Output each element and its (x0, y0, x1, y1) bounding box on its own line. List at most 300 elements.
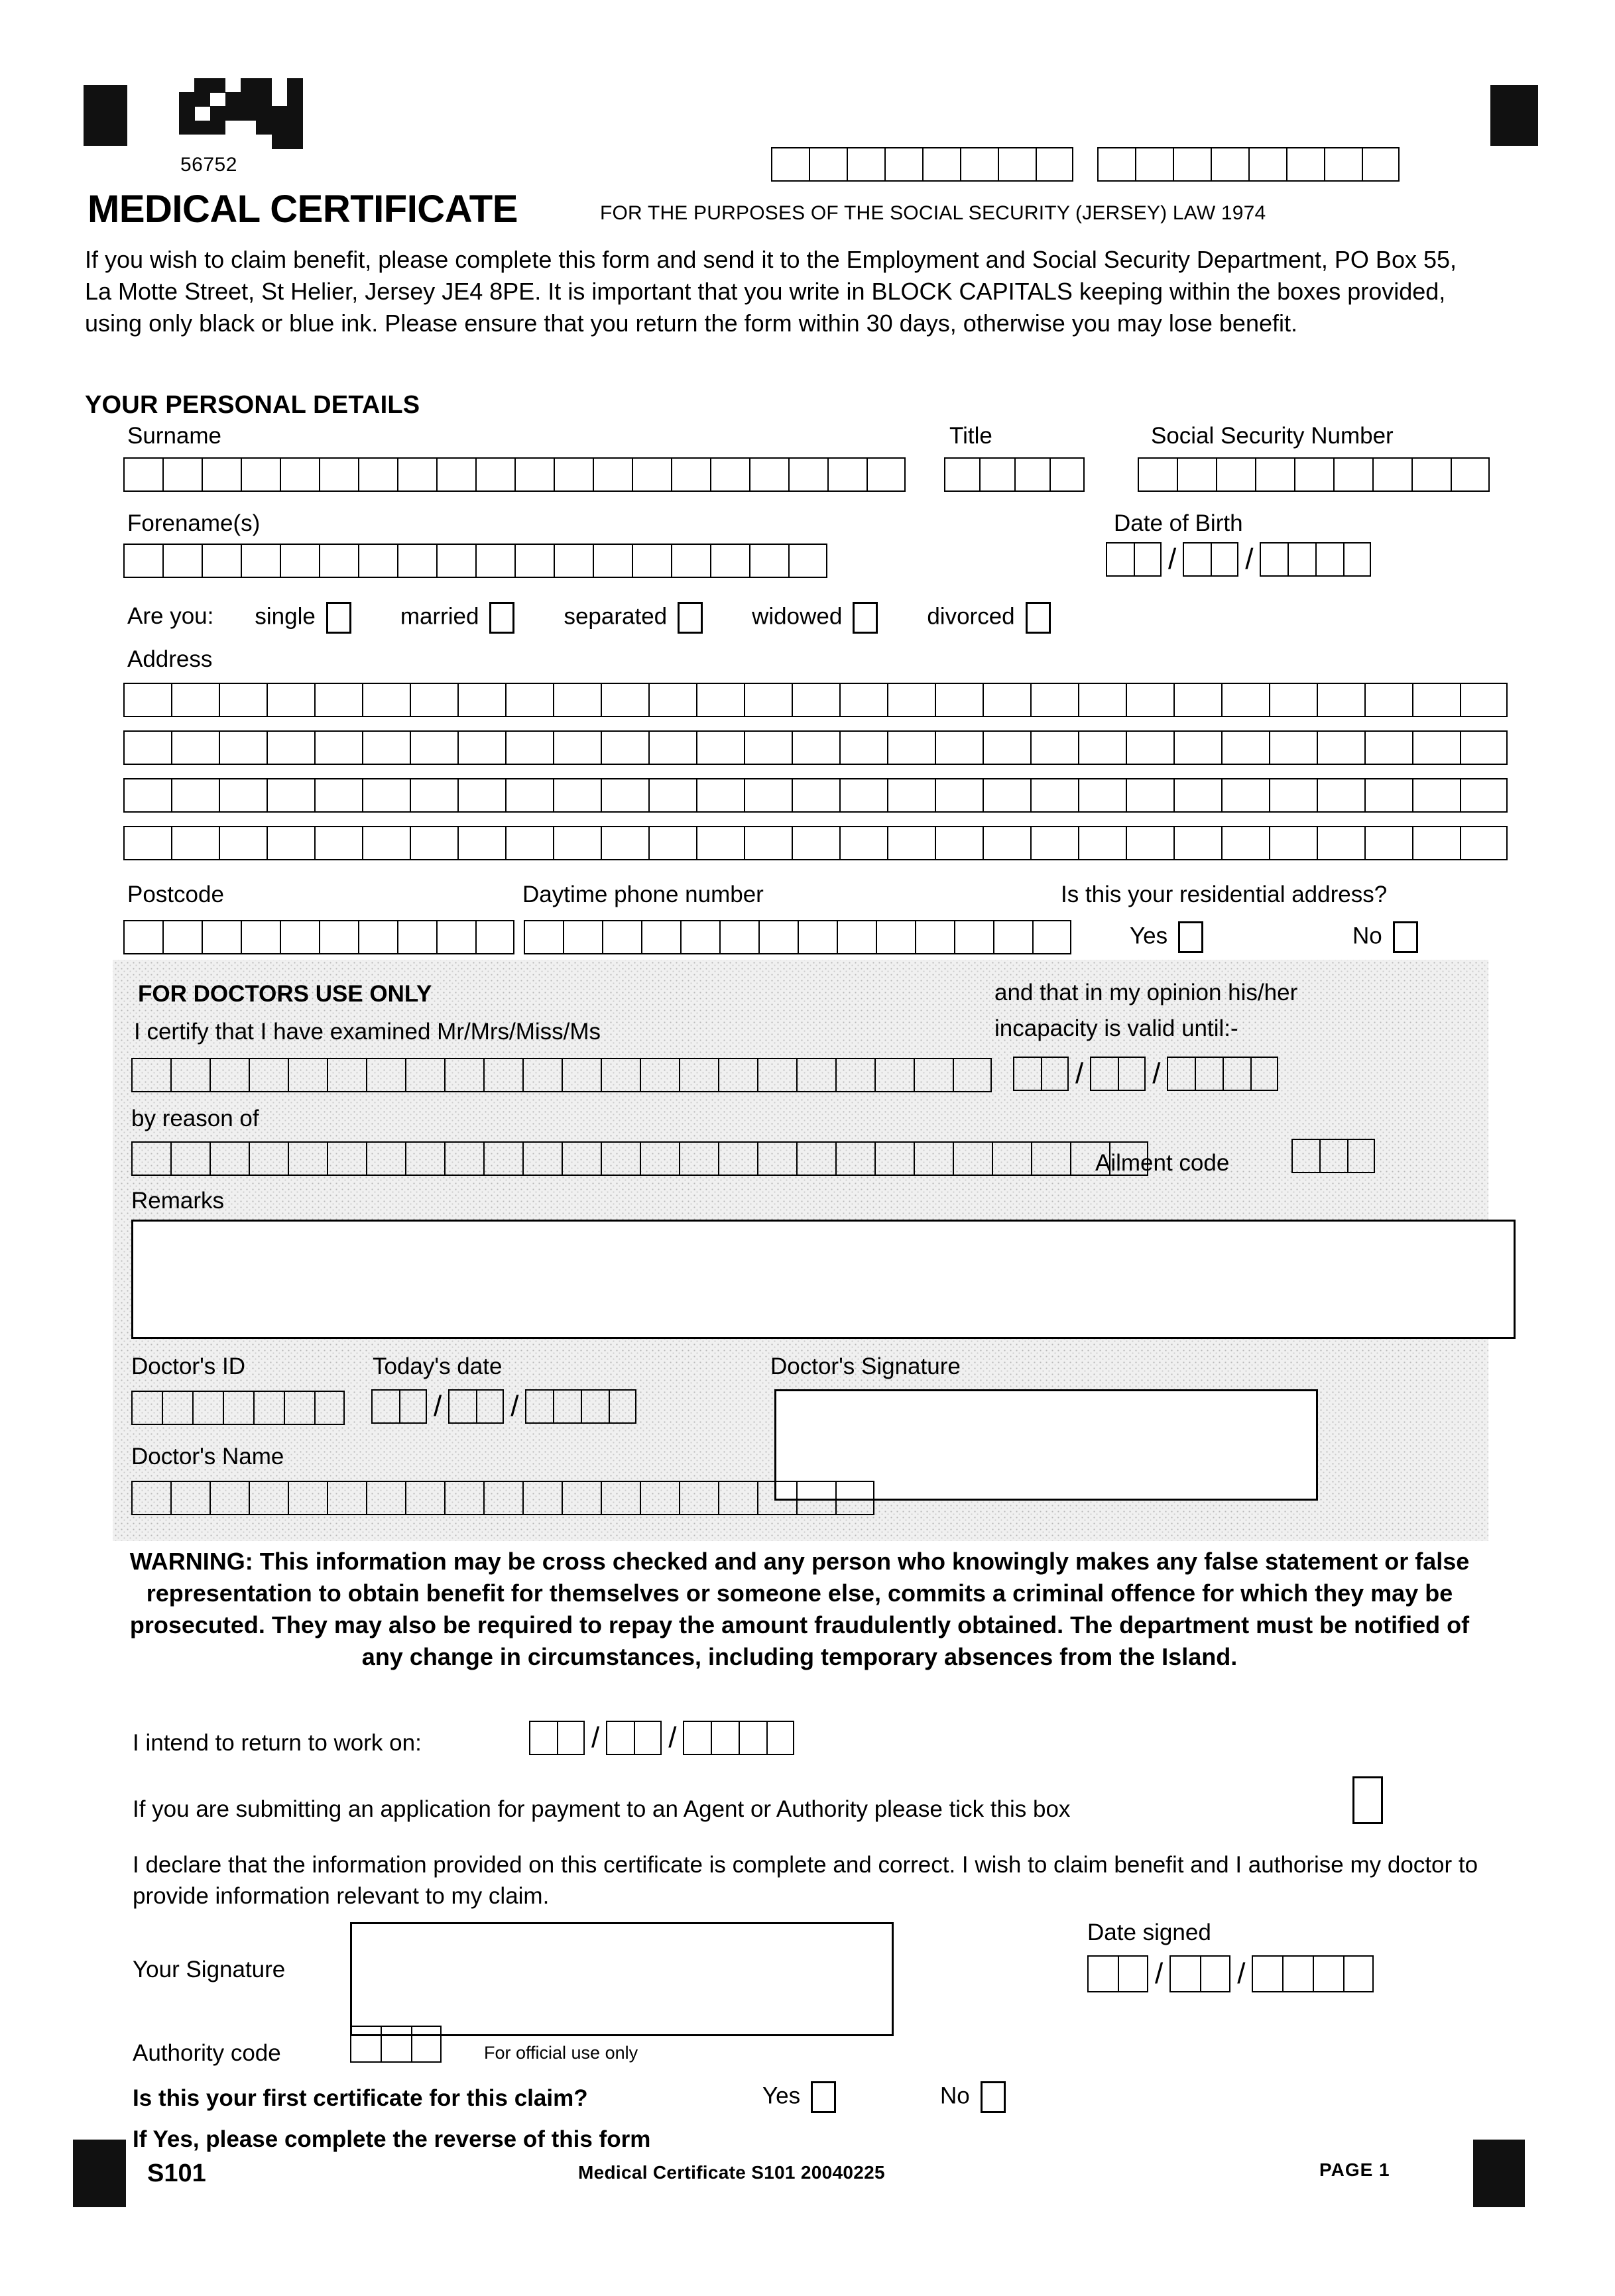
address-line-4-cell[interactable] (553, 826, 601, 860)
postcode-cell[interactable] (319, 920, 358, 954)
phone-cell[interactable] (524, 920, 563, 954)
todays-date-month-cell[interactable] (448, 1389, 476, 1424)
header-b-cell[interactable] (1324, 147, 1362, 182)
doctors-id-cell[interactable] (162, 1391, 192, 1425)
address-line-2-cell[interactable] (267, 730, 314, 765)
address-line-3-cell[interactable] (1030, 778, 1078, 813)
return-date-day-cell[interactable] (529, 1721, 557, 1755)
doctors-name-cell[interactable] (249, 1481, 288, 1515)
address-line-4-cell[interactable] (505, 826, 553, 860)
address-line-2-cell[interactable] (1078, 730, 1126, 765)
todays-date-day-cell[interactable] (371, 1389, 399, 1424)
title-cell[interactable] (1014, 457, 1049, 492)
ssn-cell[interactable] (1411, 457, 1451, 492)
valid-until-month-cell[interactable] (1118, 1057, 1146, 1091)
doctors-name-cell[interactable] (327, 1481, 366, 1515)
reason-cell[interactable] (1031, 1141, 1070, 1176)
patient-name-cell[interactable] (953, 1058, 992, 1092)
date-signed-month-cell[interactable] (1200, 1955, 1230, 1992)
return-date-year-cell[interactable] (739, 1721, 766, 1755)
address-line-3-cell[interactable] (744, 778, 792, 813)
first-certificate-no-option[interactable] (940, 2081, 1006, 2113)
reason-cell[interactable] (601, 1141, 640, 1176)
reason-cell[interactable] (953, 1141, 992, 1176)
doctors-name-cell[interactable] (679, 1481, 718, 1515)
forename-cell[interactable] (475, 544, 514, 578)
header-b-cell[interactable] (1362, 147, 1400, 182)
doctors-name-cell[interactable] (405, 1481, 444, 1515)
doctors-name-input[interactable] (131, 1481, 874, 1515)
forename-cell[interactable] (241, 544, 280, 578)
patient-name-cell[interactable] (640, 1058, 679, 1092)
address-line-3-cell[interactable] (696, 778, 744, 813)
valid-until-year-cell[interactable] (1223, 1057, 1250, 1091)
forename-cell[interactable] (554, 544, 593, 578)
dob-year-cell[interactable] (1315, 542, 1343, 577)
address-line-4-cell[interactable] (744, 826, 792, 860)
header-b-cell[interactable] (1248, 147, 1286, 182)
address-line-2-cell[interactable] (648, 730, 696, 765)
address-line-3-cell[interactable] (457, 778, 505, 813)
return-date-year-cell[interactable] (766, 1721, 794, 1755)
postcode-cell[interactable] (358, 920, 397, 954)
doctors-name-cell[interactable] (444, 1481, 483, 1515)
date-signed-year-cell[interactable] (1313, 1955, 1343, 1992)
address-line-3-cell[interactable] (171, 778, 219, 813)
phone-cell[interactable] (719, 920, 758, 954)
todays-date-year-cell[interactable] (553, 1389, 581, 1424)
valid-until-date-input[interactable] (1013, 1057, 1278, 1091)
surname-cell[interactable] (358, 457, 397, 492)
ailment-code-cell[interactable] (1291, 1139, 1319, 1173)
doctors-id-cell[interactable] (253, 1391, 284, 1425)
forename-cell[interactable] (632, 544, 671, 578)
address-line-2-cell[interactable] (219, 730, 267, 765)
patient-name-cell[interactable] (757, 1058, 796, 1092)
todays-date-day-cell[interactable] (399, 1389, 427, 1424)
doctors-name-cell[interactable] (562, 1481, 601, 1515)
address-line-3-cell[interactable] (410, 778, 457, 813)
forename-cell[interactable] (593, 544, 632, 578)
address-line-1-cell[interactable] (1460, 683, 1508, 717)
date-signed-year-cell[interactable] (1282, 1955, 1313, 1992)
address-line-4-cell[interactable] (362, 826, 410, 860)
header-b-cell[interactable] (1173, 147, 1211, 182)
address-line-4-cell[interactable] (1078, 826, 1126, 860)
address-line-4-cell[interactable] (219, 826, 267, 860)
authority-code-cell[interactable] (411, 2026, 442, 2063)
header-b-cell[interactable] (1211, 147, 1248, 182)
surname-cell[interactable] (554, 457, 593, 492)
header-b-cell[interactable] (1286, 147, 1324, 182)
reason-cell[interactable] (718, 1141, 757, 1176)
address-line-3-cell[interactable] (1173, 778, 1221, 813)
doctors-name-cell[interactable] (170, 1481, 209, 1515)
address-line-1-cell[interactable] (410, 683, 457, 717)
title-cell[interactable] (944, 457, 979, 492)
reason-cell[interactable] (327, 1141, 366, 1176)
date-signed-input[interactable] (1087, 1955, 1374, 1992)
residential-no-option[interactable] (1352, 921, 1418, 953)
header-a-cell[interactable] (922, 147, 960, 182)
address-line-4-cell[interactable] (601, 826, 648, 860)
return-to-work-date-input[interactable] (529, 1721, 794, 1755)
address-line-1-cell[interactable] (1221, 683, 1269, 717)
address-line-1-cell[interactable] (1269, 683, 1317, 717)
marital-status-group[interactable] (127, 602, 1051, 634)
marital-option-divorced-checkbox[interactable] (1026, 602, 1051, 634)
header-boxes-group-a[interactable] (771, 147, 1073, 182)
surname-cell[interactable] (593, 457, 632, 492)
address-line-4-cell[interactable] (983, 826, 1030, 860)
return-date-month-cell[interactable] (606, 1721, 634, 1755)
phone-input[interactable] (524, 920, 1071, 954)
reason-cell[interactable] (366, 1141, 405, 1176)
authority-code-cell[interactable] (381, 2026, 411, 2063)
title-input[interactable] (944, 457, 1085, 492)
address-line-1-cell[interactable] (1126, 683, 1173, 717)
surname-cell[interactable] (162, 457, 202, 492)
address-line-4-cell[interactable] (887, 826, 935, 860)
valid-until-month-cell[interactable] (1090, 1057, 1118, 1091)
dob-year-cell[interactable] (1260, 542, 1287, 577)
surname-cell[interactable] (202, 457, 241, 492)
forename-cell[interactable] (671, 544, 710, 578)
address-line-2-cell[interactable] (792, 730, 839, 765)
address-line-4-cell[interactable] (267, 826, 314, 860)
address-line-3-cell[interactable] (839, 778, 887, 813)
address-line-3-cell[interactable] (123, 778, 171, 813)
date-signed-year-cell[interactable] (1343, 1955, 1374, 1992)
phone-cell[interactable] (837, 920, 876, 954)
patient-name-cell[interactable] (522, 1058, 562, 1092)
marital-option-separated-checkbox[interactable] (678, 602, 703, 634)
surname-cell[interactable] (632, 457, 671, 492)
address-line-4-cell[interactable] (1364, 826, 1412, 860)
patient-name-cell[interactable] (170, 1058, 209, 1092)
address-line-4-cell[interactable] (171, 826, 219, 860)
doctors-name-cell[interactable] (483, 1481, 522, 1515)
address-line-3-cell[interactable] (1269, 778, 1317, 813)
ailment-code-cell[interactable] (1347, 1139, 1375, 1173)
your-signature-field[interactable] (350, 1922, 894, 2036)
address-line-1-cell[interactable] (1364, 683, 1412, 717)
address-line-2-cell[interactable] (1317, 730, 1364, 765)
address-line-3-cell[interactable] (1460, 778, 1508, 813)
reason-cell[interactable] (288, 1141, 327, 1176)
surname-input[interactable] (123, 457, 906, 492)
reason-cell[interactable] (796, 1141, 835, 1176)
address-line-1-cell[interactable] (983, 683, 1030, 717)
reason-input[interactable] (131, 1141, 1148, 1176)
surname-cell[interactable] (514, 457, 554, 492)
address-line-2-cell[interactable] (1221, 730, 1269, 765)
address-line-2-cell[interactable] (457, 730, 505, 765)
address-line-2-cell[interactable] (887, 730, 935, 765)
address-line-3-cell[interactable] (1317, 778, 1364, 813)
reason-cell[interactable] (209, 1141, 249, 1176)
address-line-3-cell[interactable] (553, 778, 601, 813)
address-line-2-cell[interactable] (505, 730, 553, 765)
address-line-2-cell[interactable] (935, 730, 983, 765)
residential-yes-option[interactable] (1130, 921, 1203, 953)
doctors-id-cell[interactable] (314, 1391, 345, 1425)
patient-name-cell[interactable] (562, 1058, 601, 1092)
ssn-cell[interactable] (1255, 457, 1294, 492)
reason-cell[interactable] (483, 1141, 522, 1176)
header-a-cell[interactable] (771, 147, 809, 182)
address-line-3-cell[interactable] (314, 778, 362, 813)
marital-option-widowed-checkbox[interactable] (853, 602, 878, 634)
doctors-name-cell[interactable] (640, 1481, 679, 1515)
address-line-4-cell[interactable] (410, 826, 457, 860)
patient-name-cell[interactable] (288, 1058, 327, 1092)
return-date-month-cell[interactable] (634, 1721, 662, 1755)
postcode-cell[interactable] (162, 920, 202, 954)
dob-input[interactable] (1106, 542, 1371, 577)
address-line-1-cell[interactable] (1173, 683, 1221, 717)
address-line-2-cell[interactable] (1173, 730, 1221, 765)
phone-cell[interactable] (758, 920, 798, 954)
ssn-input[interactable] (1138, 457, 1490, 492)
address-line-4-cell[interactable] (1412, 826, 1460, 860)
patient-name-cell[interactable] (874, 1058, 914, 1092)
address-line-1-cell[interactable] (648, 683, 696, 717)
address-line-4-cell[interactable] (1126, 826, 1173, 860)
address-line-2-cell[interactable] (1269, 730, 1317, 765)
forename-cell[interactable] (202, 544, 241, 578)
todays-date-year-cell[interactable] (581, 1389, 609, 1424)
reason-cell[interactable] (874, 1141, 914, 1176)
address-line-2-cell[interactable] (601, 730, 648, 765)
address-line-2-cell[interactable] (123, 730, 171, 765)
address-line-3-cell[interactable] (1078, 778, 1126, 813)
address-line-4-cell[interactable] (1173, 826, 1221, 860)
forename-cell[interactable] (710, 544, 749, 578)
phone-cell[interactable] (680, 920, 719, 954)
agent-authority-checkbox[interactable] (1352, 1776, 1383, 1824)
phone-cell[interactable] (798, 920, 837, 954)
address-line-2-cell[interactable] (362, 730, 410, 765)
address-line-2-cell[interactable] (1030, 730, 1078, 765)
date-signed-day-cell[interactable] (1118, 1955, 1148, 1992)
address-line-4-cell[interactable] (123, 826, 171, 860)
address-line-4-cell[interactable] (792, 826, 839, 860)
postcode-cell[interactable] (436, 920, 475, 954)
date-signed-month-cell[interactable] (1169, 1955, 1200, 1992)
header-b-cell[interactable] (1135, 147, 1173, 182)
marital-option-married-checkbox[interactable] (489, 602, 514, 634)
address-line-1-cell[interactable] (553, 683, 601, 717)
forename-cell[interactable] (162, 544, 202, 578)
ssn-cell[interactable] (1138, 457, 1177, 492)
surname-cell[interactable] (749, 457, 788, 492)
header-a-cell[interactable] (998, 147, 1036, 182)
patient-name-cell[interactable] (444, 1058, 483, 1092)
address-line-1-cell[interactable] (1412, 683, 1460, 717)
address-line-4-cell[interactable] (1030, 826, 1078, 860)
forename-cell[interactable] (123, 544, 162, 578)
address-line-4-cell[interactable] (935, 826, 983, 860)
ssn-cell[interactable] (1177, 457, 1216, 492)
address-line-2-cell[interactable] (1460, 730, 1508, 765)
todays-date-input[interactable] (371, 1389, 636, 1424)
address-line-1-cell[interactable] (123, 683, 171, 717)
valid-until-day-cell[interactable] (1013, 1057, 1041, 1091)
address-line-1-cell[interactable] (267, 683, 314, 717)
residential-no-checkbox[interactable] (1393, 921, 1418, 953)
address-line-2-cell[interactable] (314, 730, 362, 765)
postcode-cell[interactable] (241, 920, 280, 954)
residential-yes-checkbox[interactable] (1178, 921, 1203, 953)
address-line-3-cell[interactable] (267, 778, 314, 813)
address-line-3-cell[interactable] (1412, 778, 1460, 813)
address-line-4-cell[interactable] (457, 826, 505, 860)
address-line-2-cell[interactable] (553, 730, 601, 765)
surname-cell[interactable] (710, 457, 749, 492)
address-line-1-cell[interactable] (935, 683, 983, 717)
patient-name-cell[interactable] (131, 1058, 170, 1092)
address-line-3-cell[interactable] (1364, 778, 1412, 813)
valid-until-year-cell[interactable] (1167, 1057, 1195, 1091)
header-boxes-group-b[interactable] (1097, 147, 1400, 182)
patient-name-cell[interactable] (835, 1058, 874, 1092)
address-line-3-cell[interactable] (983, 778, 1030, 813)
title-cell[interactable] (979, 457, 1014, 492)
address-line-1-cell[interactable] (1078, 683, 1126, 717)
doctors-id-cell[interactable] (223, 1391, 253, 1425)
header-a-cell[interactable] (847, 147, 884, 182)
dob-year-cell[interactable] (1343, 542, 1371, 577)
address-line-4-cell[interactable] (1460, 826, 1508, 860)
address-line-1-cell[interactable] (887, 683, 935, 717)
postcode-cell[interactable] (475, 920, 514, 954)
address-line-2-cell[interactable] (1412, 730, 1460, 765)
surname-cell[interactable] (436, 457, 475, 492)
header-a-cell[interactable] (1036, 147, 1073, 182)
surname-cell[interactable] (241, 457, 280, 492)
reason-cell[interactable] (522, 1141, 562, 1176)
doctors-name-cell[interactable] (209, 1481, 249, 1515)
forename-cell[interactable] (358, 544, 397, 578)
reason-cell[interactable] (170, 1141, 209, 1176)
address-line-4-cell[interactable] (648, 826, 696, 860)
first-certificate-no-checkbox[interactable] (981, 2081, 1006, 2113)
doctors-name-cell[interactable] (718, 1481, 757, 1515)
phone-cell[interactable] (563, 920, 602, 954)
reason-cell[interactable] (640, 1141, 679, 1176)
surname-cell[interactable] (867, 457, 906, 492)
dob-year-cell[interactable] (1287, 542, 1315, 577)
ssn-cell[interactable] (1372, 457, 1411, 492)
surname-cell[interactable] (671, 457, 710, 492)
address-line-2-cell[interactable] (1126, 730, 1173, 765)
postcode-cell[interactable] (123, 920, 162, 954)
address-line-3-cell[interactable] (601, 778, 648, 813)
dob-month-cell[interactable] (1211, 542, 1238, 577)
title-cell[interactable] (1049, 457, 1085, 492)
return-date-day-cell[interactable] (557, 1721, 585, 1755)
doctors-name-cell[interactable] (601, 1481, 640, 1515)
reason-cell[interactable] (444, 1141, 483, 1176)
first-certificate-yes-checkbox[interactable] (811, 2081, 836, 2113)
ssn-cell[interactable] (1216, 457, 1255, 492)
address-line-2-cell[interactable] (1364, 730, 1412, 765)
header-b-cell[interactable] (1097, 147, 1135, 182)
patient-name-cell[interactable] (718, 1058, 757, 1092)
valid-until-year-cell[interactable] (1250, 1057, 1278, 1091)
surname-cell[interactable] (123, 457, 162, 492)
patient-name-cell[interactable] (914, 1058, 953, 1092)
patient-name-cell[interactable] (679, 1058, 718, 1092)
surname-cell[interactable] (397, 457, 436, 492)
address-line-3-cell[interactable] (935, 778, 983, 813)
address-line-3-cell[interactable] (505, 778, 553, 813)
address-line-2-cell[interactable] (171, 730, 219, 765)
postcode-cell[interactable] (202, 920, 241, 954)
remarks-textarea[interactable] (131, 1220, 1516, 1339)
phone-cell[interactable] (602, 920, 641, 954)
patient-name-cell[interactable] (796, 1058, 835, 1092)
phone-cell[interactable] (954, 920, 993, 954)
forename-cell[interactable] (280, 544, 319, 578)
todays-date-year-cell[interactable] (609, 1389, 636, 1424)
phone-cell[interactable] (915, 920, 954, 954)
surname-cell[interactable] (280, 457, 319, 492)
doctors-name-cell[interactable] (522, 1481, 562, 1515)
doctors-name-cell[interactable] (796, 1481, 835, 1515)
dob-month-cell[interactable] (1183, 542, 1211, 577)
header-a-cell[interactable] (960, 147, 998, 182)
surname-cell[interactable] (319, 457, 358, 492)
doctors-name-cell[interactable] (288, 1481, 327, 1515)
ssn-cell[interactable] (1333, 457, 1372, 492)
forename-cell[interactable] (514, 544, 554, 578)
doctors-id-cell[interactable] (284, 1391, 314, 1425)
address-line-1-cell[interactable] (505, 683, 553, 717)
surname-cell[interactable] (475, 457, 514, 492)
reason-cell[interactable] (679, 1141, 718, 1176)
date-signed-year-cell[interactable] (1252, 1955, 1282, 1992)
address-line-1-cell[interactable] (792, 683, 839, 717)
address-line-4-cell[interactable] (1221, 826, 1269, 860)
doctors-id-cell[interactable] (192, 1391, 223, 1425)
forename-input[interactable] (123, 544, 827, 578)
forename-cell[interactable] (397, 544, 436, 578)
phone-cell[interactable] (993, 920, 1032, 954)
address-line-2-cell[interactable] (696, 730, 744, 765)
ailment-code-cell[interactable] (1319, 1139, 1347, 1173)
address-line-1-cell[interactable] (457, 683, 505, 717)
patient-name-cell[interactable] (483, 1058, 522, 1092)
address-line-3-cell[interactable] (648, 778, 696, 813)
phone-cell[interactable] (1032, 920, 1071, 954)
phone-cell[interactable] (876, 920, 915, 954)
return-date-year-cell[interactable] (711, 1721, 739, 1755)
doctors-name-cell[interactable] (366, 1481, 405, 1515)
address-line-3-cell[interactable] (219, 778, 267, 813)
reason-cell[interactable] (835, 1141, 874, 1176)
return-date-year-cell[interactable] (683, 1721, 711, 1755)
reason-cell[interactable] (757, 1141, 796, 1176)
reason-cell[interactable] (405, 1141, 444, 1176)
first-certificate-yes-option[interactable] (762, 2081, 836, 2113)
address-line-1-cell[interactable] (1317, 683, 1364, 717)
address-line-3-cell[interactable] (792, 778, 839, 813)
marital-option-single-checkbox[interactable] (326, 602, 351, 634)
patient-name-cell[interactable] (405, 1058, 444, 1092)
patient-name-cell[interactable] (601, 1058, 640, 1092)
